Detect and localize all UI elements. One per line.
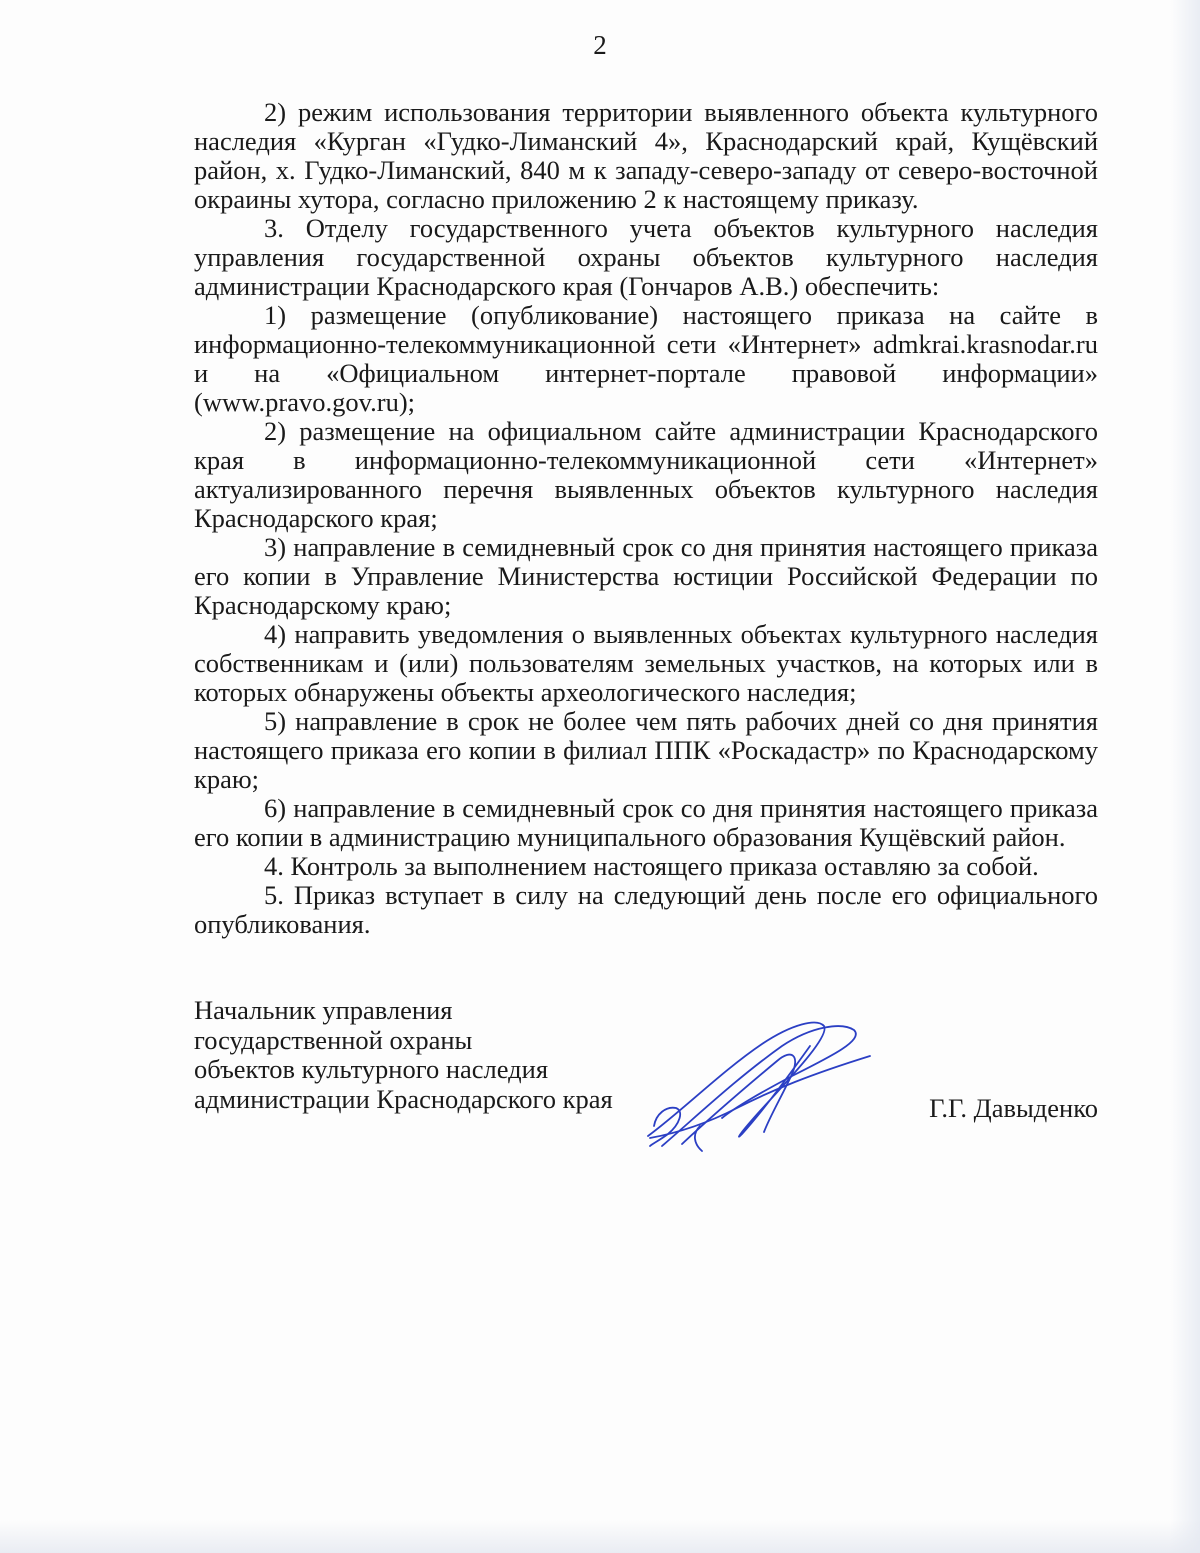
paragraph-owner-notifications: 4) направить уведомления о выявленных объектах культурного наследия собственникам и (или) пользователям земельных участков, на которых или в которых обнаружены объекты археологического наследия; xyxy=(194,619,1098,707)
paragraph-roskadastr: 5) направление в срок не более чем пять рабочих дней со дня принятия настоящего приказа его копии в филиал ППК «Роскадастр» по Краснодарскому краю; xyxy=(194,706,1098,794)
paragraph-municipal-administration: 6) направление в семидневный срок со дня принятия настоящего приказа его копии в администрацию муниципального образования Кущёвский район. xyxy=(194,793,1098,852)
scan-edge-shadow xyxy=(1170,0,1200,1553)
signatory-name: Г.Г. Давыденко xyxy=(929,1093,1098,1123)
paragraph-item-5-effective-date: 5. Приказ вступает в силу на следующий день после его официального опубликования. xyxy=(194,880,1098,939)
document-body xyxy=(194,98,1098,939)
signatory-title-line: объектов культурного наследия xyxy=(194,1054,549,1084)
paragraph-updated-list-publication: 2) размещение на официальном сайте администрации Краснодарского края в информационно-телекоммуникационной сети «Интернет» актуализированного перечня выявленных объектов культурного наследия Краснодарского края; xyxy=(194,416,1098,533)
paragraph-item-4-control: 4. Контроль за выполнением настоящего приказа оставляю за собой. xyxy=(264,851,1039,881)
signatory-title-line: администрации Краснодарского края xyxy=(194,1083,613,1114)
paragraph-item-3-department: 3. Отделу государственного учета объектов культурного наследия управления государственной охраны объектов культурного наследия администрации Краснодарского края (Гончаров А.В.) обеспечить: xyxy=(194,213,1098,301)
signatory-title-line: государственной охраны xyxy=(194,1024,473,1055)
page-number: 2 xyxy=(593,30,607,60)
signature-block xyxy=(194,996,1098,1166)
scan-bottom-shadow xyxy=(0,1520,1200,1553)
handwritten-signature xyxy=(642,1016,877,1156)
paragraph-publication-online: 1) размещение (опубликование) настоящего приказа на сайте в информационно-телекоммуникационной сети «Интернет» admkrai.krasnodar.ru и на «Официальном интернет-портале правовой информации» (www.pravo.gov.ru); xyxy=(194,300,1098,417)
paragraph-ministry-of-justice: 3) направление в семидневный срок со дня принятия настоящего приказа его копии в Управление Министерства юстиции Российской Федерации по Краснодарскому краю; xyxy=(194,532,1098,620)
paragraph-territory-use-regime: 2) режим использования территории выявленного объекта культурного наследия «Курган «Гудко-Лиманский 4», Краснодарский край, Кущёвский район, х. Гудко-Лиманский, 840 м к западу-северо-западу от северо-восточной окраины хутора, согласно приложению 2 к настоящему приказу. xyxy=(194,97,1098,214)
signatory-title-line: Начальник управления xyxy=(194,995,453,1025)
